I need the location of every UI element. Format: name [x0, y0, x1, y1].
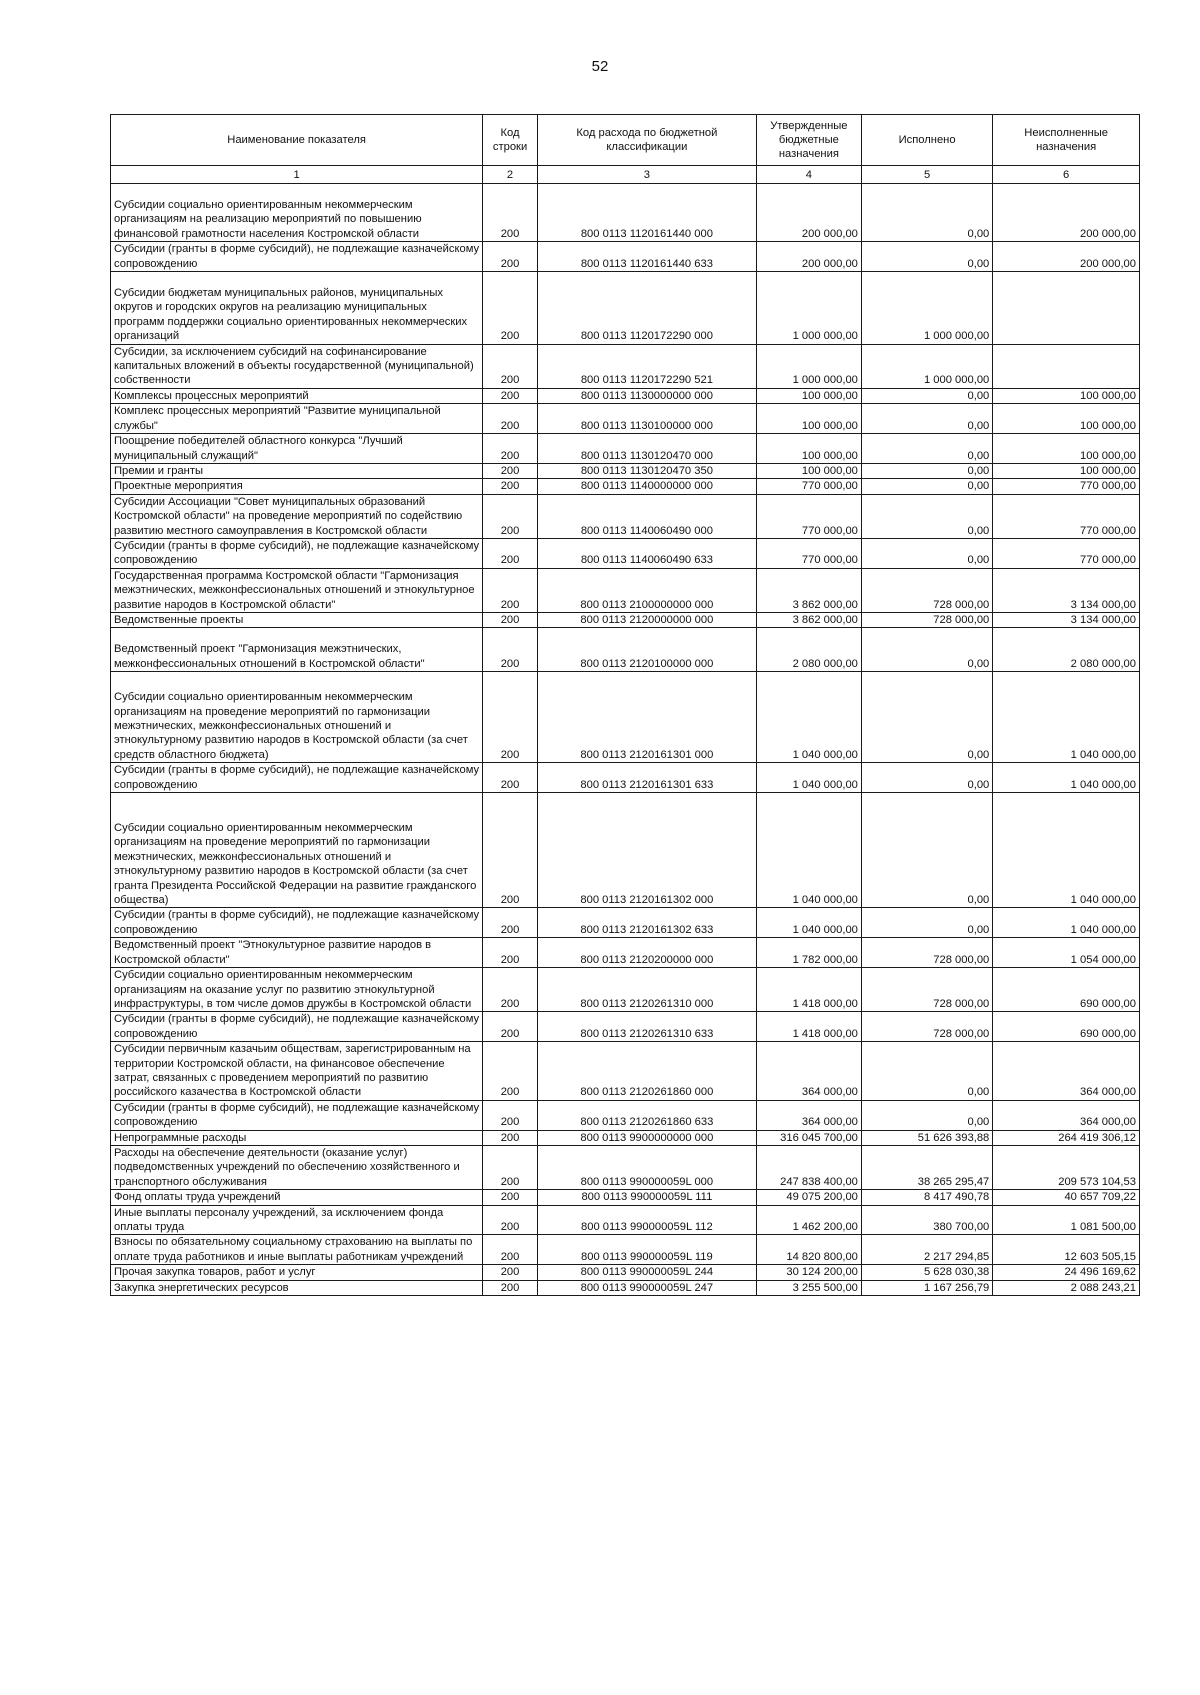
row-executed-cell: 728 000,00	[861, 568, 992, 612]
row-approved-cell: 14 820 800,00	[756, 1235, 861, 1265]
row-name-cell: Субсидии (гранты в форме субсидий), не подлежащие казначейскому сопровождению	[111, 538, 483, 568]
row-unexecuted-cell: 40 657 709,22	[993, 1190, 1140, 1205]
row-approved-cell: 364 000,00	[756, 1042, 861, 1101]
row-unexecuted-cell: 2 080 000,00	[993, 628, 1140, 672]
table-row	[111, 672, 1140, 763]
row-unexecuted-cell	[993, 272, 1140, 345]
row-classification-code-cell: 800 0113 990000059L 244	[537, 1265, 756, 1280]
row-classification-code-cell: 800 0113 990000059L 119	[537, 1235, 756, 1265]
row-approved-cell: 1 040 000,00	[756, 793, 861, 908]
row-name-cell: Ведомственный проект "Этнокультурное развитие народов в Костромской области"	[111, 938, 483, 968]
row-executed-cell: 0,00	[861, 242, 992, 272]
row-executed-cell: 0,00	[861, 1100, 992, 1130]
table-row	[111, 763, 1140, 793]
row-classification-code-cell: 800 0113 2120261860 633	[537, 1100, 756, 1130]
row-unexecuted-cell: 12 603 505,15	[993, 1235, 1140, 1265]
table-row	[111, 1190, 1140, 1205]
row-name-cell: Закупка энергетических ресурсов	[111, 1280, 483, 1295]
row-classification-code-cell: 800 0113 1120161440 000	[537, 184, 756, 242]
row-unexecuted-cell: 1 040 000,00	[993, 793, 1140, 908]
row-classification-code-cell: 800 0113 990000059L 112	[537, 1205, 756, 1235]
row-classification-code-cell: 800 0113 1130120470 000	[537, 434, 756, 464]
row-classification-code-cell: 800 0113 1140060490 000	[537, 494, 756, 538]
table-row	[111, 568, 1140, 612]
row-line-code-cell: 200	[483, 1205, 538, 1235]
row-name-cell: Прочая закупка товаров, работ и услуг	[111, 1265, 483, 1280]
row-line-code-cell: 200	[483, 434, 538, 464]
row-executed-cell: 0,00	[861, 404, 992, 434]
row-unexecuted-cell: 364 000,00	[993, 1100, 1140, 1130]
row-line-code-cell: 200	[483, 672, 538, 763]
row-line-code-cell: 200	[483, 184, 538, 242]
row-line-code-cell: 200	[483, 1145, 538, 1189]
row-executed-cell: 0,00	[861, 763, 992, 793]
row-approved-cell: 1 782 000,00	[756, 938, 861, 968]
row-approved-cell: 770 000,00	[756, 538, 861, 568]
table-row	[111, 1235, 1140, 1265]
row-classification-code-cell: 800 0113 2120100000 000	[537, 628, 756, 672]
table-row	[111, 538, 1140, 568]
row-approved-cell: 1 040 000,00	[756, 763, 861, 793]
row-classification-code-cell: 800 0113 990000059L 111	[537, 1190, 756, 1205]
row-approved-cell: 1 000 000,00	[756, 272, 861, 345]
row-classification-code-cell: 800 0113 1140000000 000	[537, 479, 756, 494]
row-name-cell: Субсидии Ассоциации "Совет муниципальных образований Костромской области" на проведение мероприятий по содействию развитию местного самоуправления в Костромской области	[111, 494, 483, 538]
row-executed-cell: 0,00	[861, 388, 992, 403]
row-classification-code-cell: 800 0113 1120161440 633	[537, 242, 756, 272]
row-classification-code-cell: 800 0113 990000059L 000	[537, 1145, 756, 1189]
row-unexecuted-cell: 200 000,00	[993, 242, 1140, 272]
row-approved-cell: 247 838 400,00	[756, 1145, 861, 1189]
row-executed-cell: 0,00	[861, 793, 992, 908]
row-approved-cell: 100 000,00	[756, 404, 861, 434]
row-approved-cell: 3 862 000,00	[756, 568, 861, 612]
row-line-code-cell: 200	[483, 494, 538, 538]
row-unexecuted-cell: 209 573 104,53	[993, 1145, 1140, 1189]
row-executed-cell: 0,00	[861, 434, 992, 464]
row-line-code-cell: 200	[483, 793, 538, 908]
row-unexecuted-cell: 100 000,00	[993, 388, 1140, 403]
row-approved-cell: 1 418 000,00	[756, 1012, 861, 1042]
row-approved-cell: 1 000 000,00	[756, 344, 861, 388]
table-row	[111, 1265, 1140, 1280]
row-approved-cell: 770 000,00	[756, 494, 861, 538]
row-approved-cell: 100 000,00	[756, 463, 861, 478]
row-name-cell: Субсидии бюджетам муниципальных районов, муниципальных округов и городских округов на реализацию муниципальных программ поддержки социально ориентированных некоммерческих организаций	[111, 272, 483, 345]
row-approved-cell: 2 080 000,00	[756, 628, 861, 672]
table-row	[111, 1205, 1140, 1235]
header-indicator-name: Наименование показателя	[111, 115, 483, 166]
row-approved-cell: 364 000,00	[756, 1100, 861, 1130]
row-unexecuted-cell: 264 419 306,12	[993, 1130, 1140, 1145]
row-name-cell: Иные выплаты персоналу учреждений, за исключением фонда оплаты труда	[111, 1205, 483, 1235]
row-line-code-cell: 200	[483, 1130, 538, 1145]
header-unexecuted-appropriations: Неисполненные назначения	[993, 115, 1140, 166]
header-line-code: Код строки	[483, 115, 538, 166]
row-name-cell: Субсидии социально ориентированным некоммерческим организациям на оказание услуг по развитию этнокультурной инфраструктуры, в том числе домов дружбы в Костромской области	[111, 968, 483, 1012]
row-executed-cell: 0,00	[861, 538, 992, 568]
row-approved-cell: 770 000,00	[756, 479, 861, 494]
row-executed-cell: 0,00	[861, 184, 992, 242]
row-classification-code-cell: 800 0113 1130100000 000	[537, 404, 756, 434]
row-unexecuted-cell: 100 000,00	[993, 404, 1140, 434]
row-unexecuted-cell: 690 000,00	[993, 968, 1140, 1012]
table-row	[111, 1012, 1140, 1042]
row-line-code-cell: 200	[483, 1100, 538, 1130]
row-executed-cell: 2 217 294,85	[861, 1235, 992, 1265]
row-name-cell: Субсидии социально ориентированным некоммерческим организациям на проведение мероприятий по гармонизации межэтнических, межконфессиональных отношений и этнокультурному развитию народов в Костромской области (за счет гранта Президента Российской Федерации на развитие гражданского общества)	[111, 793, 483, 908]
table-header	[111, 115, 1140, 184]
row-executed-cell: 8 417 490,78	[861, 1190, 992, 1205]
table-row	[111, 434, 1140, 464]
row-name-cell: Расходы на обеспечение деятельности (оказание услуг) подведомственных учреждений по обеспечению хозяйственного и транспортного обслуживания	[111, 1145, 483, 1189]
row-unexecuted-cell: 364 000,00	[993, 1042, 1140, 1101]
row-approved-cell: 3 255 500,00	[756, 1280, 861, 1295]
row-unexecuted-cell: 3 134 000,00	[993, 568, 1140, 612]
row-name-cell: Взносы по обязательному социальному страхованию на выплаты по оплате труда работников и иные выплаты работникам учреждений	[111, 1235, 483, 1265]
row-line-code-cell: 200	[483, 968, 538, 1012]
row-executed-cell: 1 000 000,00	[861, 272, 992, 345]
row-name-cell: Непрограммные расходы	[111, 1130, 483, 1145]
header-number-4: 4	[756, 166, 861, 184]
row-name-cell: Комплекс процессных мероприятий "Развитие муниципальной службы"	[111, 404, 483, 434]
row-name-cell: Фонд оплаты труда учреждений	[111, 1190, 483, 1205]
table-row	[111, 793, 1140, 908]
row-name-cell: Поощрение победителей областного конкурса "Лучший муниципальный служащий"	[111, 434, 483, 464]
row-name-cell: Субсидии (гранты в форме субсидий), не подлежащие казначейскому сопровождению	[111, 242, 483, 272]
row-line-code-cell: 200	[483, 463, 538, 478]
row-executed-cell: 0,00	[861, 1042, 992, 1101]
row-name-cell: Субсидии, за исключением субсидий на софинансирование капитальных вложений в объекты государственной (муниципальной) собственности	[111, 344, 483, 388]
budget-execution-table	[110, 114, 1140, 1296]
table-row	[111, 1280, 1140, 1295]
row-approved-cell: 100 000,00	[756, 388, 861, 403]
row-line-code-cell: 200	[483, 612, 538, 627]
table-row	[111, 1130, 1140, 1145]
row-name-cell: Субсидии социально ориентированным некоммерческим организациям на проведение мероприятий по гармонизации межэтнических, межконфессиональных отношений и этнокультурному развитию народов в Костромской области (за счет средств областного бюджета)	[111, 672, 483, 763]
row-executed-cell: 0,00	[861, 479, 992, 494]
row-executed-cell: 0,00	[861, 908, 992, 938]
row-unexecuted-cell: 1 081 500,00	[993, 1205, 1140, 1235]
row-line-code-cell: 200	[483, 538, 538, 568]
row-line-code-cell: 200	[483, 272, 538, 345]
row-name-cell: Субсидии (гранты в форме субсидий), не подлежащие казначейскому сопровождению	[111, 1100, 483, 1130]
row-classification-code-cell: 800 0113 1130120470 350	[537, 463, 756, 478]
row-unexecuted-cell: 770 000,00	[993, 479, 1140, 494]
row-approved-cell: 316 045 700,00	[756, 1130, 861, 1145]
row-classification-code-cell: 800 0113 1120172290 521	[537, 344, 756, 388]
row-executed-cell: 5 628 030,38	[861, 1265, 992, 1280]
row-classification-code-cell: 800 0113 1120172290 000	[537, 272, 756, 345]
row-line-code-cell: 200	[483, 1012, 538, 1042]
row-line-code-cell: 200	[483, 404, 538, 434]
table-row	[111, 344, 1140, 388]
row-line-code-cell: 200	[483, 628, 538, 672]
row-unexecuted-cell: 1 040 000,00	[993, 763, 1140, 793]
row-approved-cell: 100 000,00	[756, 434, 861, 464]
row-classification-code-cell: 800 0113 2120261860 000	[537, 1042, 756, 1101]
table-row	[111, 404, 1140, 434]
row-name-cell: Субсидии (гранты в форме субсидий), не подлежащие казначейскому сопровождению	[111, 1012, 483, 1042]
table-row	[111, 494, 1140, 538]
row-executed-cell: 380 700,00	[861, 1205, 992, 1235]
row-executed-cell: 0,00	[861, 628, 992, 672]
row-executed-cell: 1 167 256,79	[861, 1280, 992, 1295]
row-classification-code-cell: 800 0113 2120261310 633	[537, 1012, 756, 1042]
header-number-1: 1	[111, 166, 483, 184]
row-executed-cell: 728 000,00	[861, 1012, 992, 1042]
row-unexecuted-cell: 100 000,00	[993, 434, 1140, 464]
table-row	[111, 1100, 1140, 1130]
row-approved-cell: 1 418 000,00	[756, 968, 861, 1012]
table-row	[111, 388, 1140, 403]
row-unexecuted-cell: 1 040 000,00	[993, 908, 1140, 938]
row-unexecuted-cell: 2 088 243,21	[993, 1280, 1140, 1295]
table-row	[111, 938, 1140, 968]
row-approved-cell: 1 040 000,00	[756, 672, 861, 763]
row-unexecuted-cell: 200 000,00	[993, 184, 1140, 242]
header-number-6: 6	[993, 166, 1140, 184]
row-executed-cell: 51 626 393,88	[861, 1130, 992, 1145]
row-line-code-cell: 200	[483, 344, 538, 388]
row-classification-code-cell: 800 0113 1130000000 000	[537, 388, 756, 403]
row-classification-code-cell: 800 0113 2120161301 000	[537, 672, 756, 763]
row-unexecuted-cell: 690 000,00	[993, 1012, 1140, 1042]
row-classification-code-cell: 800 0113 2120000000 000	[537, 612, 756, 627]
table-row	[111, 628, 1140, 672]
row-name-cell: Комплексы процессных мероприятий	[111, 388, 483, 403]
row-name-cell: Субсидии первичным казачьим обществам, зарегистрированным на территории Костромской области, на финансовое обеспечение затрат, связанных с проведением мероприятий по развитию российского казачества в Костромской области	[111, 1042, 483, 1101]
row-name-cell: Субсидии социально ориентированным некоммерческим организациям на реализацию мероприятий по повышению финансовой грамотности населения Костромской области	[111, 184, 483, 242]
row-executed-cell: 0,00	[861, 463, 992, 478]
table-row	[111, 184, 1140, 242]
row-line-code-cell: 200	[483, 763, 538, 793]
row-line-code-cell: 200	[483, 1265, 538, 1280]
table-body	[111, 184, 1140, 1296]
row-executed-cell: 728 000,00	[861, 968, 992, 1012]
row-unexecuted-cell: 770 000,00	[993, 538, 1140, 568]
row-unexecuted-cell: 24 496 169,62	[993, 1265, 1140, 1280]
row-name-cell: Субсидии (гранты в форме субсидий), не подлежащие казначейскому сопровождению	[111, 908, 483, 938]
table-row	[111, 242, 1140, 272]
table-row	[111, 1145, 1140, 1189]
row-line-code-cell: 200	[483, 908, 538, 938]
table-row	[111, 908, 1140, 938]
header-number-2: 2	[483, 166, 538, 184]
row-name-cell: Субсидии (гранты в форме субсидий), не подлежащие казначейскому сопровождению	[111, 763, 483, 793]
row-line-code-cell: 200	[483, 1190, 538, 1205]
row-executed-cell: 0,00	[861, 494, 992, 538]
row-executed-cell: 728 000,00	[861, 938, 992, 968]
header-approved-appropriations: Утвержденные бюджетные назначения	[756, 115, 861, 166]
row-classification-code-cell: 800 0113 2120261310 000	[537, 968, 756, 1012]
row-approved-cell: 200 000,00	[756, 242, 861, 272]
row-approved-cell: 49 075 200,00	[756, 1190, 861, 1205]
row-line-code-cell: 200	[483, 388, 538, 403]
table-row	[111, 272, 1140, 345]
row-executed-cell: 728 000,00	[861, 612, 992, 627]
row-name-cell: Государственная программа Костромской области "Гармонизация межэтнических, межконфессиональных отношений и этнокультурное развитие народов в Костромской области"	[111, 568, 483, 612]
row-classification-code-cell: 800 0113 2120161302 000	[537, 793, 756, 908]
header-number-3: 3	[537, 166, 756, 184]
row-approved-cell: 1 462 200,00	[756, 1205, 861, 1235]
row-unexecuted-cell: 1 054 000,00	[993, 938, 1140, 968]
row-unexecuted-cell: 1 040 000,00	[993, 672, 1140, 763]
row-name-cell: Ведомственный проект "Гармонизация межэтнических, межконфессиональных отношений в Костромской области"	[111, 628, 483, 672]
table-row	[111, 463, 1140, 478]
header-number-5: 5	[861, 166, 992, 184]
row-approved-cell: 3 862 000,00	[756, 612, 861, 627]
row-classification-code-cell: 800 0113 1140060490 633	[537, 538, 756, 568]
row-line-code-cell: 200	[483, 479, 538, 494]
row-executed-cell: 1 000 000,00	[861, 344, 992, 388]
row-classification-code-cell: 800 0113 2120161301 633	[537, 763, 756, 793]
row-name-cell: Ведомственные проекты	[111, 612, 483, 627]
row-approved-cell: 1 040 000,00	[756, 908, 861, 938]
row-unexecuted-cell	[993, 344, 1140, 388]
row-executed-cell: 38 265 295,47	[861, 1145, 992, 1189]
row-name-cell: Премии и гранты	[111, 463, 483, 478]
header-executed: Исполнено	[861, 115, 992, 166]
row-unexecuted-cell: 3 134 000,00	[993, 612, 1140, 627]
row-name-cell: Проектные мероприятия	[111, 479, 483, 494]
row-approved-cell: 30 124 200,00	[756, 1265, 861, 1280]
row-executed-cell: 0,00	[861, 672, 992, 763]
row-classification-code-cell: 800 0113 2120200000 000	[537, 938, 756, 968]
row-classification-code-cell: 800 0113 990000059L 247	[537, 1280, 756, 1295]
page-number: 52	[591, 58, 609, 75]
row-line-code-cell: 200	[483, 1042, 538, 1101]
table-row	[111, 479, 1140, 494]
row-unexecuted-cell: 770 000,00	[993, 494, 1140, 538]
table-row	[111, 968, 1140, 1012]
row-line-code-cell: 200	[483, 938, 538, 968]
row-unexecuted-cell: 100 000,00	[993, 463, 1140, 478]
row-line-code-cell: 200	[483, 1235, 538, 1265]
row-classification-code-cell: 800 0113 2100000000 000	[537, 568, 756, 612]
row-line-code-cell: 200	[483, 568, 538, 612]
row-line-code-cell: 200	[483, 242, 538, 272]
row-classification-code-cell: 800 0113 9900000000 000	[537, 1130, 756, 1145]
row-approved-cell: 200 000,00	[756, 184, 861, 242]
table-row	[111, 612, 1140, 627]
row-line-code-cell: 200	[483, 1280, 538, 1295]
table-row	[111, 1042, 1140, 1101]
row-classification-code-cell: 800 0113 2120161302 633	[537, 908, 756, 938]
header-budget-classification-code: Код расхода по бюджетной классификации	[537, 115, 756, 166]
